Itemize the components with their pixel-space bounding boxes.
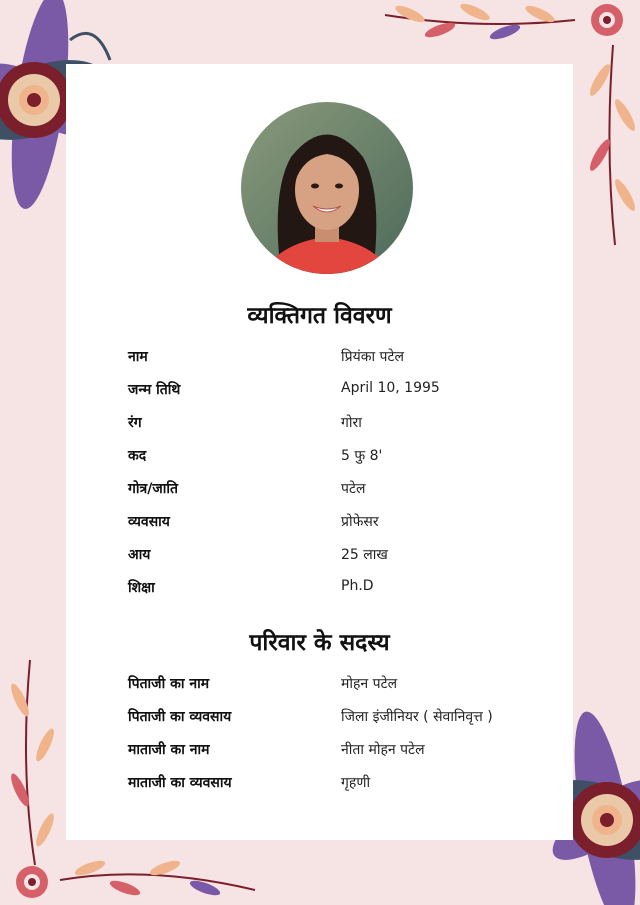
detail-label: नाम bbox=[128, 349, 148, 365]
family-row-mother-profession bbox=[128, 773, 548, 806]
detail-label: आय bbox=[128, 547, 151, 563]
family-label: पिताजी का नाम bbox=[128, 676, 210, 692]
family-label: माताजी का व्यवसाय bbox=[128, 775, 232, 791]
detail-row-dob bbox=[128, 380, 548, 413]
detail-label: व्यवसाय bbox=[128, 514, 170, 530]
detail-label: रंग bbox=[128, 415, 142, 431]
detail-value: April 10, 1995 bbox=[341, 380, 440, 396]
detail-value: Ph.D bbox=[341, 578, 374, 594]
detail-row-complexion bbox=[128, 413, 548, 446]
detail-value: 25 लाख bbox=[341, 547, 388, 563]
detail-row-profession bbox=[128, 512, 548, 545]
detail-label: जन्म तिथि bbox=[128, 382, 181, 398]
detail-value: प्रियंका पटेल bbox=[341, 349, 405, 365]
detail-row-caste bbox=[128, 479, 548, 512]
family-value: गृहणी bbox=[341, 775, 371, 791]
detail-value: 5 फु 8' bbox=[341, 448, 383, 464]
family-members-list bbox=[128, 674, 548, 806]
detail-label: कद bbox=[128, 448, 147, 464]
family-value: मोहन पटेल bbox=[341, 676, 398, 692]
family-row-father-profession bbox=[128, 707, 548, 740]
detail-row-name bbox=[128, 347, 548, 380]
family-value: नीता मोहन पटेल bbox=[341, 742, 425, 758]
family-members-heading: परिवार के सदस्य bbox=[249, 630, 390, 656]
detail-row-height bbox=[128, 446, 548, 479]
detail-value: गोरा bbox=[341, 415, 362, 431]
detail-row-income bbox=[128, 545, 548, 578]
flower-decoration-top-right bbox=[585, 0, 640, 250]
family-label: माताजी का नाम bbox=[128, 742, 210, 758]
personal-details-list bbox=[128, 347, 548, 611]
detail-row-education bbox=[128, 578, 548, 611]
branch-decoration-top bbox=[380, 0, 580, 60]
biodata-card bbox=[66, 64, 573, 840]
detail-label: गोत्र/जाति bbox=[128, 481, 178, 497]
family-label: पिताजी का व्यवसाय bbox=[128, 709, 232, 725]
family-row-father-name bbox=[128, 674, 548, 707]
profile-photo bbox=[241, 102, 413, 274]
personal-details-heading: व्यक्तिगत विवरण bbox=[247, 303, 392, 329]
family-value: जिला इंजीनियर ( सेवानिवृत्त ) bbox=[341, 709, 493, 725]
detail-value: प्रोफेसर bbox=[341, 514, 379, 530]
detail-value: पटेल bbox=[341, 481, 366, 497]
family-row-mother-name bbox=[128, 740, 548, 773]
detail-label: शिक्षा bbox=[128, 580, 155, 596]
